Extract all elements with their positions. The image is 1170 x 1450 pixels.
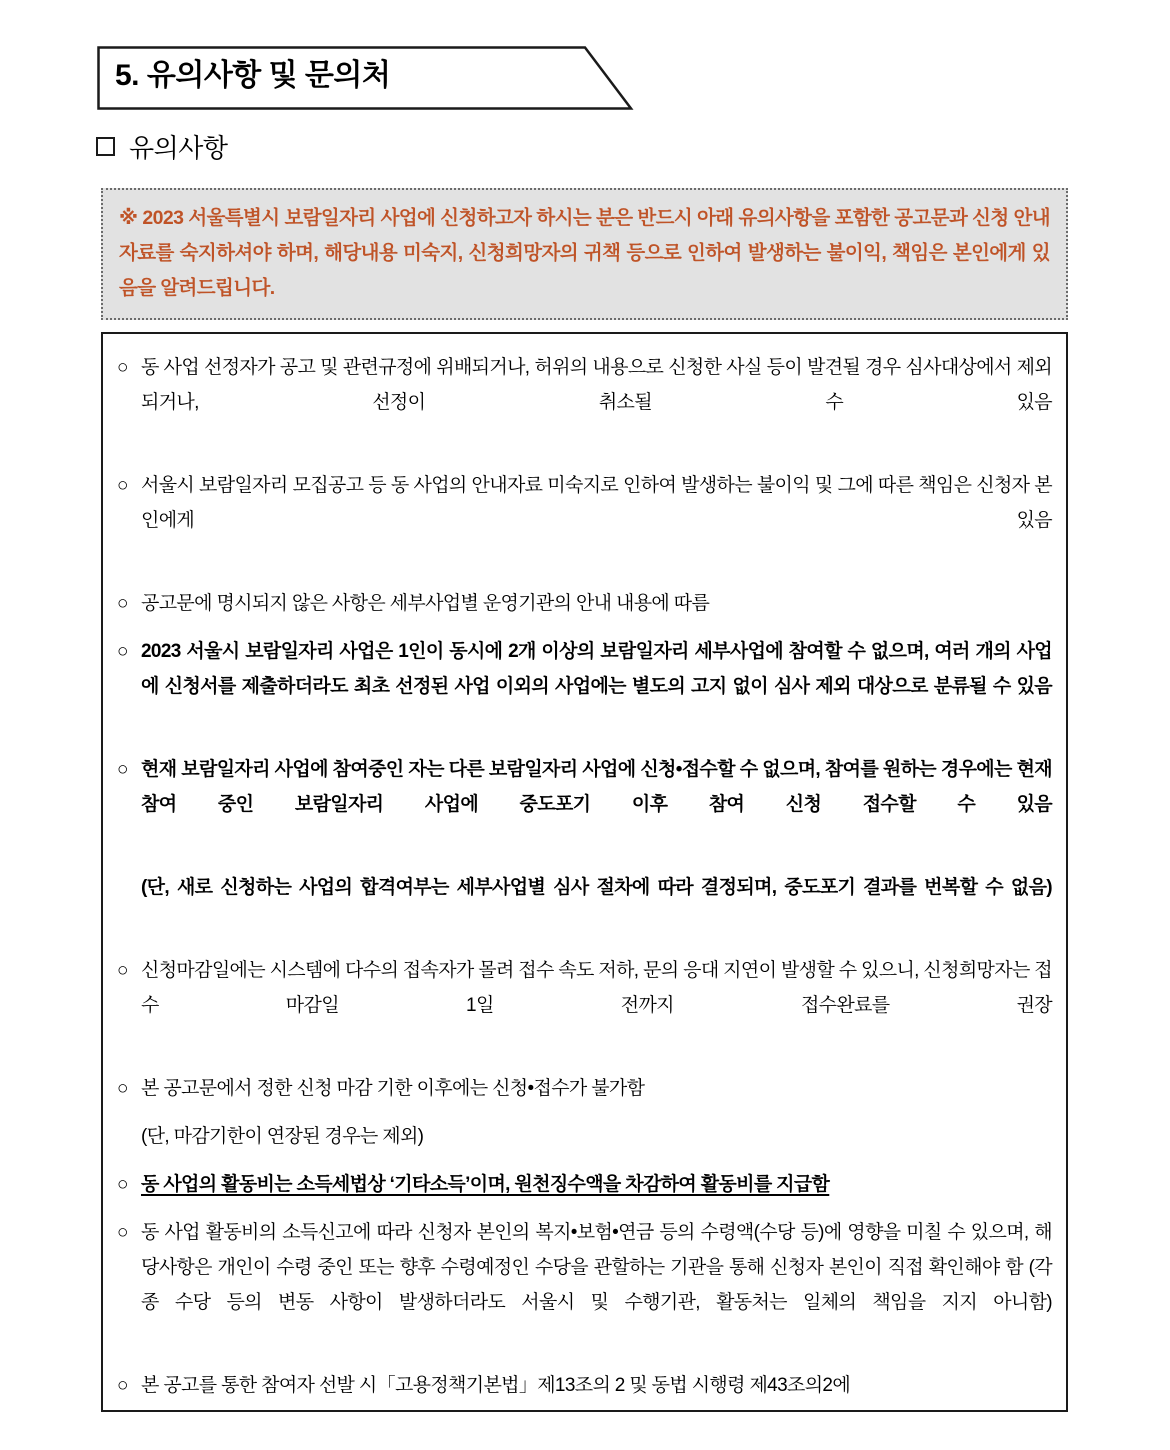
- subsection-heading: [96, 128, 227, 165]
- list-item-text: 2023 서울시 보람일자리 사업은 1인이 동시에 2개 이상의 보람일자리 세부사업에 참여할 수 없으며, 여러 개의 사업에 신청서를 제출하더라도 최초 선정된 사업 이외의 사업에는 별도의 고지 없이 심사 제외 대상으로 분류될 수 있음: [141, 641, 1052, 697]
- list-item-text: 동 사업의 활동비는 소득세법상 ‘기타소득’이며, 원천징수액을 차감하여 활동비를 지급함: [141, 1174, 830, 1195]
- notice-text: ※ 2023 서울특별시 보람일자리 사업에 신청하고자 하시는 분은 반드시 아래 유의사항을 포함한 공고문과 신청 안내자료를 숙지하셔야 하며, 해당내용 미숙지, 신청희망자의 귀책 등으로 인하여 발생하는 불이익, 책임은 본인에게 있음을 알려드립니다.: [119, 207, 1050, 299]
- empty-square-icon: [96, 137, 115, 156]
- circle-bullet-icon: ○: [117, 641, 128, 662]
- circle-bullet-icon: ○: [117, 475, 128, 496]
- list-item-subnote: (단, 마감기한이 연장된 경우는 제외): [141, 1126, 424, 1147]
- list-item-subnote: (단, 새로 신청하는 사업의 합격여부는 세부사업별 심사 절차에 따라 결정되며, 중도포기 결과를 번복할 수 없음): [141, 877, 1052, 898]
- notes-content-box: [101, 332, 1068, 1412]
- list-item-text: 동 사업 활동비의 소득신고에 따라 신청자 본인의 복지•보험•연금 등의 수령액(수당 등)에 영향을 미칠 수 있으며, 해당사항은 개인이 수령 중인 또는 향후 수령예정인 수당을 관할하는 기관을 통해 신청자 본인이 직접 확인해야 함 (각종 수당 등의 변동 사항이 발생하더라도 서울시 및 수행기관, 활동처는 일체의 책임을 지지 아니함): [141, 1222, 1052, 1313]
- list-item: [117, 468, 1052, 573]
- circle-bullet-icon: ○: [117, 357, 128, 378]
- circle-bullet-icon: ○: [117, 1078, 128, 1099]
- list-item: [117, 1167, 1052, 1202]
- list-item-text: 동 사업 선정자가 공고 및 관련규정에 위배되거나, 허위의 내용으로 신청한 사실 등이 발견될 경우 심사대상에서 제외되거나, 선정이 취소될 수 있음: [141, 357, 1052, 413]
- list-item: [117, 1215, 1052, 1355]
- list-item-text: 현재 보람일자리 사업에 참여중인 자는 다른 보람일자리 사업에 신청•접수할 수 없으며, 참여를 원하는 경우에는 현재 참여 중인 보람일자리 사업에 중도포기 이후 참여 신청 접수할 수 있음: [141, 759, 1052, 815]
- circle-bullet-icon: ○: [117, 593, 128, 614]
- list-item-text: 신청마감일에는 시스템에 다수의 접속자가 몰려 접수 속도 저하, 문의 응대 지연이 발생할 수 있으니, 신청희망자는 접수 마감일 1일 전까지 접수완료를 권장: [141, 960, 1052, 1016]
- list-item: [117, 1071, 1052, 1106]
- section-title: 5. 유의사항 및 문의처: [115, 59, 391, 92]
- subsection-heading-label: 유의사항: [129, 133, 228, 163]
- circle-bullet-icon: ○: [117, 1222, 128, 1243]
- circle-bullet-icon: ○: [117, 1174, 128, 1195]
- circle-bullet-icon: ○: [117, 759, 128, 780]
- list-item-text: 본 공고문에서 정한 신청 마감 기한 이후에는 신청•접수가 불가함: [141, 1078, 645, 1099]
- list-item-text: 본 공고를 통한 참여자 선발 시「고용정책기본법」제13조의 2 및 동법 시행령 제43조의2에: [141, 1375, 851, 1396]
- list-item: [117, 350, 1052, 455]
- list-item: [117, 953, 1052, 1058]
- circle-bullet-icon: ○: [117, 1375, 128, 1396]
- circle-bullet-icon: ○: [117, 960, 128, 981]
- list-item: [117, 1368, 1052, 1403]
- list-item: [117, 752, 1052, 857]
- section-banner: [97, 46, 637, 110]
- list-item-text: 서울시 보람일자리 모집공고 등 동 사업의 안내자료 미숙지로 인하여 발생하는 불이익 및 그에 따른 책임은 신청자 본인에게 있음: [141, 475, 1052, 531]
- list-item: [117, 586, 1052, 621]
- list-item-text: 공고문에 명시되지 않은 사항은 세부사업별 운영기관의 안내 내용에 따름: [141, 593, 710, 614]
- list-item: [117, 634, 1052, 739]
- notice-box: [101, 188, 1068, 320]
